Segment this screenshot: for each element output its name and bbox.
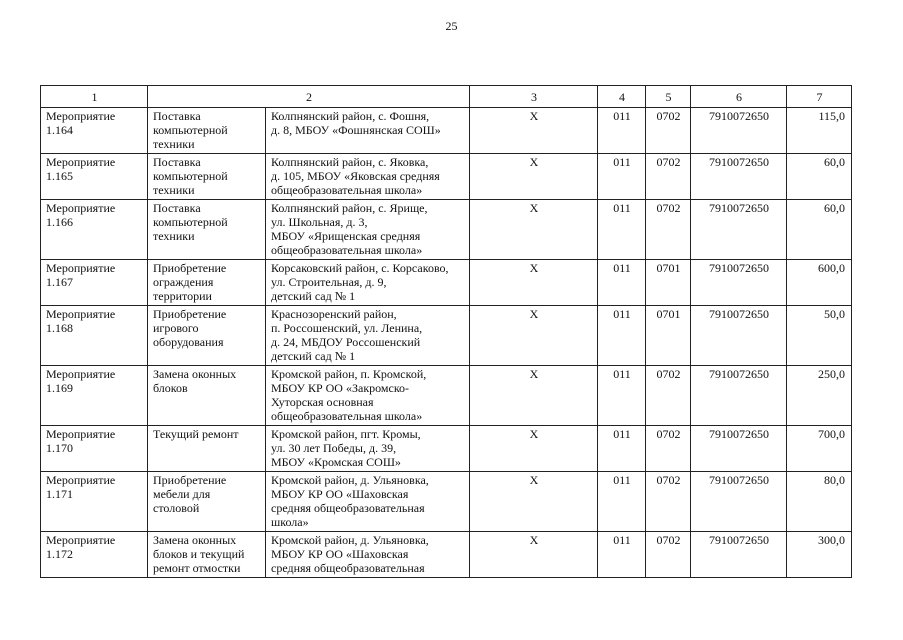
table-row (41, 154, 852, 200)
location-cell-line: д. 8, МБОУ «Фошнянская СОШ» (271, 123, 441, 137)
event-id-cell-line: Мероприятие (46, 109, 116, 123)
amount-cell: 700,0 (787, 426, 852, 472)
location-cell-line: МБОУ КР ОО «Закромско- (271, 381, 410, 395)
location-cell (266, 366, 470, 426)
col5-cell: 0701 (646, 306, 691, 366)
event-name-cell-line: техники (153, 229, 195, 243)
event-name-cell-line: столовой (153, 501, 200, 515)
location-cell-line: п. Россошенский, ул. Ленина, (271, 321, 423, 335)
col5-cell: 0702 (646, 532, 691, 578)
table-row (41, 306, 852, 366)
location-cell-line: МБОУ «Ярищенская средняя (271, 229, 421, 243)
col3-cell: Х (470, 366, 598, 426)
event-id-cell-line: 1.166 (46, 215, 73, 229)
page-number: 25 (445, 19, 458, 33)
col3-cell: Х (470, 260, 598, 306)
col4-cell: 011 (598, 154, 646, 200)
event-id-cell-line: 1.167 (46, 275, 73, 289)
col3-cell: Х (470, 154, 598, 200)
event-name-cell-line: Поставка (153, 201, 201, 215)
table-row (41, 532, 852, 578)
header-col-7: 7 (787, 86, 852, 108)
location-cell-line: Колпнянский район, с. Ярище, (271, 201, 428, 215)
col6-cell: 7910072650 (691, 260, 787, 306)
event-name-cell (148, 426, 266, 472)
event-name-cell-line: техники (153, 137, 195, 151)
event-name-cell-line: Замена оконных (153, 367, 237, 381)
col3-cell: Х (470, 426, 598, 472)
location-cell (266, 472, 470, 532)
budget-table (40, 85, 852, 578)
col6-cell: 7910072650 (691, 154, 787, 200)
location-cell-line: Корсаковский район, с. Корсаково, (271, 261, 449, 275)
location-cell-line: ул. Школьная, д. 3, (271, 215, 368, 229)
event-name-cell-line: территории (153, 289, 212, 303)
location-cell-line: ул. Строительная, д. 9, (271, 275, 387, 289)
location-cell (266, 200, 470, 260)
event-name-cell-line: компьютерной (153, 169, 228, 183)
table-row (41, 426, 852, 472)
location-cell-line: детский сад № 1 (271, 289, 356, 303)
amount-cell: 60,0 (787, 154, 852, 200)
event-id-cell-line: Мероприятие (46, 473, 116, 487)
col6-cell: 7910072650 (691, 366, 787, 426)
col5-cell: 0702 (646, 200, 691, 260)
event-id-cell-line: Мероприятие (46, 533, 116, 547)
col6-cell: 7910072650 (691, 532, 787, 578)
location-cell-line: общеобразовательная школа» (271, 183, 423, 197)
event-id-cell (41, 154, 148, 200)
col6-cell: 7910072650 (691, 306, 787, 366)
header-col-1: 1 (41, 86, 148, 108)
event-id-cell-line: 1.171 (46, 487, 73, 501)
event-id-cell (41, 306, 148, 366)
col4-cell: 011 (598, 260, 646, 306)
event-name-cell (148, 472, 266, 532)
event-id-cell-line: Мероприятие (46, 155, 116, 169)
event-name-cell (148, 200, 266, 260)
event-id-cell (41, 472, 148, 532)
event-id-cell-line: 1.164 (46, 123, 73, 137)
event-name-cell (148, 366, 266, 426)
col4-cell: 011 (598, 108, 646, 154)
col6-cell: 7910072650 (691, 472, 787, 532)
col6-cell: 7910072650 (691, 200, 787, 260)
location-cell-line: Хуторская основная (271, 395, 374, 409)
event-name-cell-line: Поставка (153, 109, 201, 123)
col4-cell: 011 (598, 532, 646, 578)
col5-cell: 0701 (646, 260, 691, 306)
event-name-cell-line: игрового (153, 321, 199, 335)
col4-cell: 011 (598, 306, 646, 366)
amount-cell: 80,0 (787, 472, 852, 532)
location-cell-line: Кромской район, п. Кромской, (271, 367, 427, 381)
header-col-5: 5 (646, 86, 691, 108)
event-id-cell (41, 108, 148, 154)
event-name-cell-line: блоков (153, 381, 188, 395)
event-id-cell-line: 1.168 (46, 321, 73, 335)
location-cell (266, 260, 470, 306)
header-col-2: 2 (148, 86, 470, 108)
location-cell (266, 532, 470, 578)
location-cell-line: общеобразовательная школа» (271, 409, 423, 423)
location-cell-line: средняя общеобразовательная (271, 501, 425, 515)
table-row (41, 108, 852, 154)
location-cell-line: средняя общеобразовательная (271, 561, 425, 575)
location-cell-line: МБОУ «Кромская СОШ» (271, 455, 401, 469)
amount-cell: 50,0 (787, 306, 852, 366)
col4-cell: 011 (598, 426, 646, 472)
location-cell-line: детский сад № 1 (271, 349, 356, 363)
event-name-cell-line: Приобретение (153, 261, 227, 275)
location-cell (266, 426, 470, 472)
event-id-cell (41, 532, 148, 578)
event-id-cell (41, 260, 148, 306)
location-cell-line: Кромской район, пгт. Кромы, (271, 427, 421, 441)
col6-cell: 7910072650 (691, 426, 787, 472)
col3-cell: Х (470, 472, 598, 532)
event-id-cell (41, 200, 148, 260)
location-cell (266, 154, 470, 200)
event-name-cell-line: техники (153, 183, 195, 197)
location-cell-line: Колпнянский район, с. Яковка, (271, 155, 429, 169)
location-cell-line: ул. 30 лет Победы, д. 39, (271, 441, 397, 455)
event-name-cell (148, 306, 266, 366)
event-name-cell-line: ограждения (153, 275, 214, 289)
col3-cell: Х (470, 200, 598, 260)
location-cell-line: МБОУ КР ОО «Шаховская (271, 487, 409, 501)
amount-cell: 600,0 (787, 260, 852, 306)
header-col-3: 3 (470, 86, 598, 108)
event-id-cell-line: 1.169 (46, 381, 73, 395)
location-cell-line: д. 105, МБОУ «Яковская средняя (271, 169, 440, 183)
event-id-cell-line: 1.165 (46, 169, 73, 183)
table-body (41, 108, 852, 578)
col3-cell: Х (470, 306, 598, 366)
event-id-cell-line: Мероприятие (46, 261, 116, 275)
col6-cell: 7910072650 (691, 108, 787, 154)
event-id-cell-line: Мероприятие (46, 201, 116, 215)
table-row (41, 200, 852, 260)
event-name-cell-line: компьютерной (153, 215, 228, 229)
amount-cell: 115,0 (787, 108, 852, 154)
col5-cell: 0702 (646, 426, 691, 472)
event-name-cell-line: мебели для (153, 487, 211, 501)
col4-cell: 011 (598, 200, 646, 260)
table-row (41, 260, 852, 306)
event-name-cell-line: Приобретение (153, 473, 227, 487)
location-cell-line: общеобразовательная школа» (271, 243, 423, 257)
location-cell-line: Кромской район, д. Ульяновка, (271, 533, 429, 547)
location-cell-line: Колпнянский район, с. Фошня, (271, 109, 430, 123)
event-id-cell-line: Мероприятие (46, 427, 116, 441)
event-id-cell-line: Мероприятие (46, 307, 116, 321)
event-name-cell-line: Замена оконных (153, 533, 237, 547)
event-name-cell-line: оборудования (153, 335, 224, 349)
event-name-cell-line: Текущий ремонт (153, 427, 239, 441)
col3-cell: Х (470, 108, 598, 154)
location-cell-line: школа» (271, 515, 309, 529)
col5-cell: 0702 (646, 472, 691, 532)
col4-cell: 011 (598, 472, 646, 532)
location-cell (266, 306, 470, 366)
amount-cell: 250,0 (787, 366, 852, 426)
amount-cell: 300,0 (787, 532, 852, 578)
col5-cell: 0702 (646, 366, 691, 426)
event-name-cell-line: ремонт отмостки (153, 561, 241, 575)
event-name-cell (148, 532, 266, 578)
event-name-cell (148, 108, 266, 154)
col4-cell: 011 (598, 366, 646, 426)
col5-cell: 0702 (646, 108, 691, 154)
location-cell-line: Кромской район, д. Ульяновка, (271, 473, 429, 487)
event-name-cell (148, 154, 266, 200)
header-row (41, 86, 852, 108)
event-name-cell-line: блоков и текущий (153, 547, 245, 561)
event-id-cell-line: 1.170 (46, 441, 73, 455)
event-id-cell-line: Мероприятие (46, 367, 116, 381)
event-name-cell-line: Поставка (153, 155, 201, 169)
table-row (41, 472, 852, 532)
amount-cell: 60,0 (787, 200, 852, 260)
location-cell-line: МБОУ КР ОО «Шаховская (271, 547, 409, 561)
col5-cell: 0702 (646, 154, 691, 200)
col3-cell: Х (470, 532, 598, 578)
header-col-4: 4 (598, 86, 646, 108)
event-id-cell (41, 366, 148, 426)
location-cell-line: Краснозоренский район, (271, 307, 397, 321)
header-col-6: 6 (691, 86, 787, 108)
event-id-cell (41, 426, 148, 472)
event-name-cell (148, 260, 266, 306)
event-name-cell-line: Приобретение (153, 307, 227, 321)
event-id-cell-line: 1.172 (46, 547, 73, 561)
location-cell-line: д. 24, МБДОУ Россошенский (271, 335, 421, 349)
event-name-cell-line: компьютерной (153, 123, 228, 137)
location-cell (266, 108, 470, 154)
table-row (41, 366, 852, 426)
